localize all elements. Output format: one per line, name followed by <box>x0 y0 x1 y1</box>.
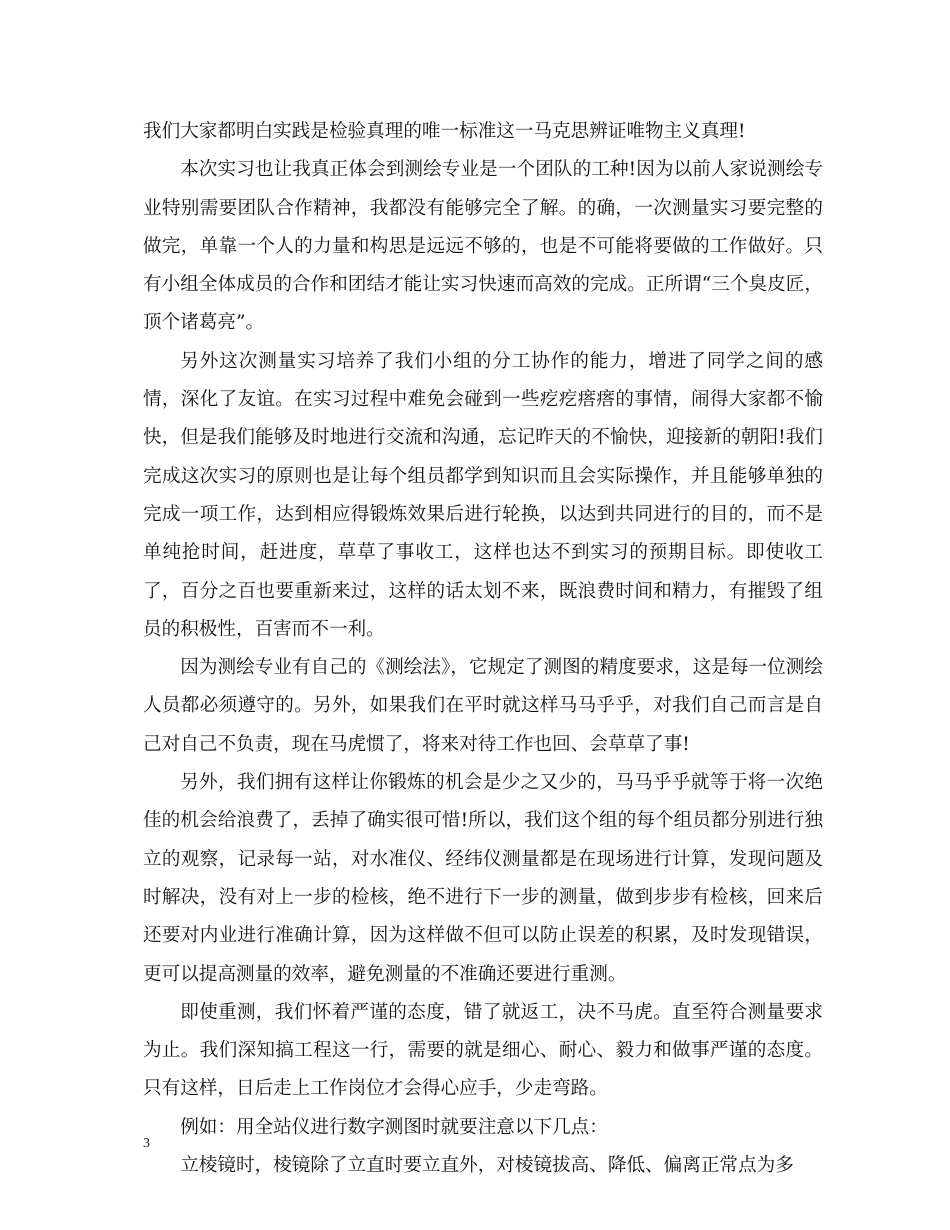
paragraph-1: 我们大家都明白实践是检验真理的唯一标准这一马克思辨证唯物主义真理! <box>143 121 746 142</box>
paragraph-4: 因为测绘专业有自己的《测绘法》，它规定了测图的精度要求，这是每一位测绘人员都必须遵守的。另外，如果我们在平时就这样马马乎乎，对我们自己而言是自己对自己不负责，现在马虎惯了，将来对待工作也回、会草草了事! <box>143 657 823 755</box>
page-number: 3 <box>143 1136 150 1151</box>
paragraph-5: 另外，我们拥有这样让你锻炼的机会是少之又少的，马马乎乎就等于将一次绝佳的机会给浪费了，丢掉了确实很可惜!所以，我们这个组的每个组员都分别进行独立的观察，记录每一站，对水准仪、经纬仪测量都是在现场进行计算，发现问题及时解决，没有对上一步的检核，绝不进行下一步的测量，做到步步有检核，回来后还要对内业进行准确计算，因为这样做不但可以防止误差的积累，及时发现错误，更可以提高测量的效率，避免测量的不准确还要进行重测。 <box>143 772 823 985</box>
paragraph-6: 即使重测，我们怀着严谨的态度，错了就返工，决不马虎。直至符合测量要求为止。我们深知搞工程这一行，需要的就是细心、耐心、毅力和做事严谨的态度。只有这样，日后走上工作岗位才会得心应手，少走弯路。 <box>143 1001 823 1100</box>
paragraph-8: 立棱镜时，棱镜除了立直时要立直外，对棱镜拔高、降低、偏离正常点为多 <box>180 1155 794 1177</box>
paragraph-3: 另外这次测量实习培养了我们小组的分工协作的能力，增进了同学之间的感情，深化了友谊。在实习过程中难免会碰到一些疙疙瘩瘩的事情，闹得大家都不愉快，但是我们能够及时地进行交流和沟通，忘记昨天的不愉快，迎接新的朝阳!我们完成这次实习的原则也是让每个组员都学到知识而且会实际操作，并且能够单独的完成一项工作，达到相应得锻炼效果后进行轮换，以达到共同进行的目的，而不是单纯抢时间，赶进度，草草了事收工，这样也达不到实习的预期目标。即使收工了，百分之百也要重新来过，这样的话太划不来，既浪费时间和精力，有摧毁了组员的积极性，百害而不一利。 <box>143 350 823 640</box>
paragraph-2: 本次实习也让我真正体会到测绘专业是一个团队的工种!因为以前人家说测绘专业特别需要团队合作精神，我都没有能够完全了解。的确，一次测量实习要完整的做完，单靠一个人的力量和构思是远远不够的，也是不可能将要做的工作做好。只有小组全体成员的合作和团结才能让实习快速而高效的完成。正所谓“三个臭皮匠，顶个诸葛亮”。 <box>143 159 823 334</box>
paragraph-7: 例如：用全站仪进行数字测图时就要注意以下几点： <box>180 1116 608 1138</box>
document-body <box>143 113 823 1185</box>
